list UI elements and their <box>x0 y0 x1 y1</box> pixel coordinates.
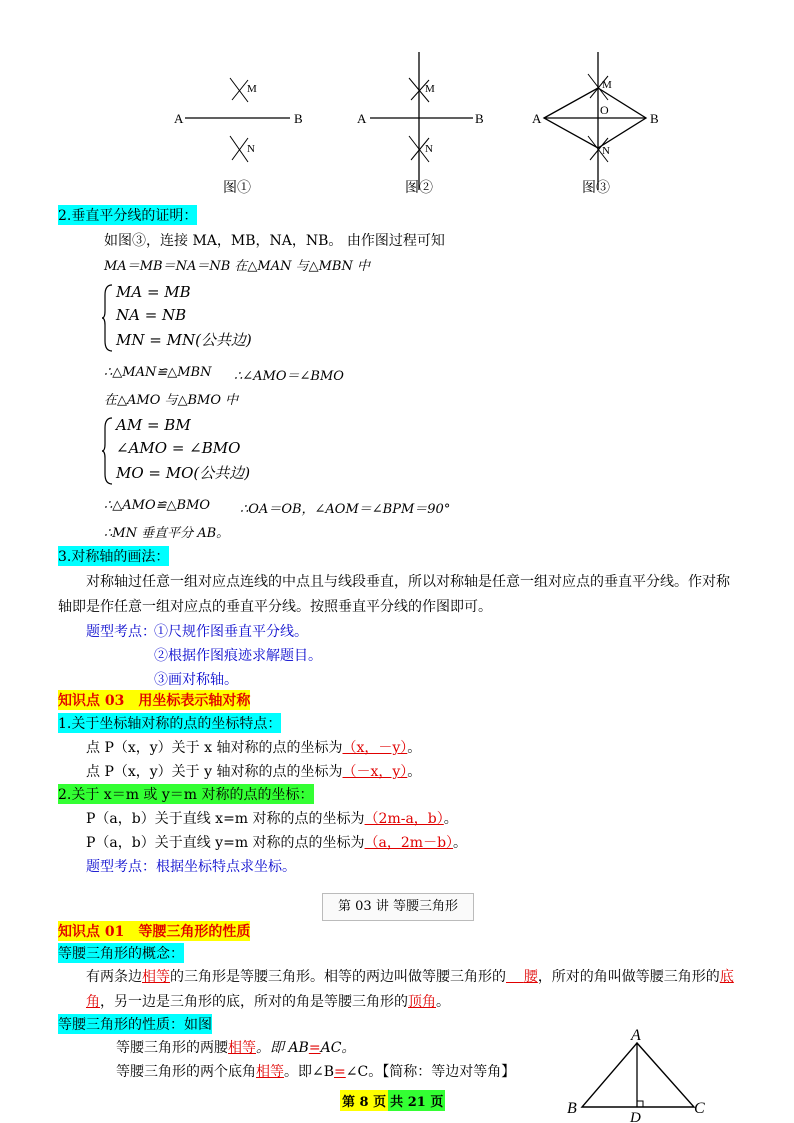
fig2-label-m: M <box>425 83 435 95</box>
page-footer <box>340 1090 445 1111</box>
fig3-label-m: M <box>602 79 612 91</box>
pa4-eq: = <box>308 1040 321 1056</box>
fig3-label-o: O <box>600 103 609 117</box>
fig3-label-b: B <box>650 111 659 126</box>
sys1-line-1: MA = MB <box>116 283 191 301</box>
triangle-label-d: D <box>630 1110 641 1123</box>
s2-conclusion-3: ∴MN 垂直平分 AB。 <box>104 526 230 541</box>
k03-x-axis-line <box>86 737 421 757</box>
cl2a-angle: 角 <box>86 994 100 1010</box>
cl2c-apex: 顶角 <box>408 994 436 1010</box>
figure-1 <box>160 70 310 200</box>
fig1-label-n: N <box>247 143 255 155</box>
s2-conclusion-2a: ∴△AMO≌△BMO <box>104 498 211 513</box>
footer-page: 第 8 页 <box>340 1090 388 1111</box>
fig1-caption: 图① <box>223 180 251 196</box>
pa3: 。即 AB <box>256 1040 309 1056</box>
s3-topic-1: ①尺规作图垂直平分线。 <box>154 624 308 640</box>
s3-line-1: 对称轴过任意一组对应点连线的中点且与线段垂直，所以对称轴是任意一组对应点的垂直平分线。作对称 <box>86 574 730 590</box>
k03-heading: 知识点 03 用坐标表示轴对称 <box>58 690 250 710</box>
fig2-caption: 图② <box>405 180 433 196</box>
s2-conclusion-1b: ∴∠AMO＝∠BMO <box>234 369 344 384</box>
k03-m2-text: P（a，b）关于直线 y=m 对称的点的坐标为 <box>86 835 365 851</box>
pa1: 等腰三角形的两腰 <box>116 1040 228 1056</box>
pb1: 等腰三角形的两个底角 <box>116 1064 256 1080</box>
cl2d: 。 <box>436 994 450 1010</box>
sys1-line-2: NA = NB <box>116 306 187 324</box>
k03-x-answer: （x，－y） <box>342 740 408 756</box>
pb2-equal: 相等 <box>256 1064 284 1080</box>
sys2-line-3: MO = MO(公共边) <box>116 464 251 482</box>
k03-y-period: 。 <box>407 764 422 780</box>
k03-m2-line <box>86 832 467 852</box>
k01-property-a <box>116 1037 355 1057</box>
pb4-eq: = <box>334 1064 346 1080</box>
k01-property-b <box>116 1061 515 1081</box>
k03-m1-answer: （2m-a，b） <box>364 811 444 827</box>
k03-sub-2: 2.关于 x＝m 或 y＝m 对称的点的坐标： <box>58 784 314 804</box>
k01-concept-heading: 等腰三角形的概念： <box>58 943 184 963</box>
figure-2 <box>345 50 495 200</box>
cl1f-base: 底 <box>719 969 734 985</box>
cl1a: 有两条边 <box>86 969 142 985</box>
s2-para-2: MA＝MB＝NA＝NB 在△MAN 与△MBN 中 <box>104 259 370 274</box>
k03-x-text: 点 P（x，y）关于 x 轴对称的点的坐标为 <box>86 740 343 756</box>
s2-conclusion-2b: ∴OA＝OB，∠AOM＝∠BPM＝90° <box>240 502 451 517</box>
cl1c: 的三角形是等腰三角形。相等的两边叫做等腰三角形的 <box>170 969 506 985</box>
k03-m1-line <box>86 808 458 828</box>
s3-topic-label: 题型考点： <box>86 624 156 640</box>
fig2-label-n: N <box>425 143 433 155</box>
s2-para-3: 在△AMO 与△BMO 中 <box>104 393 239 408</box>
triangle-label-b: B <box>567 1100 577 1117</box>
k03-m1-text: P（a，b）关于直线 x=m 对称的点的坐标为 <box>86 811 365 827</box>
k03-x-period: 。 <box>407 740 422 756</box>
fig1-label-b: B <box>294 111 303 126</box>
k03-y-answer: （－x，y） <box>342 764 408 780</box>
k03-topic: 题型考点：根据坐标特点求坐标。 <box>86 859 296 875</box>
s3-line-2: 轴即是作任意一组对应点的垂直平分线。按照垂直平分线的作图即可。 <box>58 599 492 615</box>
k03-y-text: 点 P（x，y）关于 y 轴对称的点的坐标为 <box>86 764 343 780</box>
cl1e: ，所对的角叫做等腰三角形的 <box>537 969 720 985</box>
fig3-label-n: N <box>602 145 610 157</box>
figure-3 <box>528 48 668 200</box>
s3-topic-3: ③画对称轴。 <box>154 672 238 688</box>
s2-conclusion-1a: ∴△MAN≌△MBN <box>104 365 212 380</box>
fig1-label-m: M <box>247 83 257 95</box>
pa5: AC。 <box>320 1040 356 1056</box>
pb5: ∠C。【简称：等边对等角】 <box>345 1064 516 1080</box>
fig3-caption: 图③ <box>582 180 610 196</box>
triangle-label-a: A <box>631 1027 641 1044</box>
cl1d-leg: 腰 <box>523 969 538 985</box>
s3-topic-2: ②根据作图痕迹求解题目。 <box>154 648 322 664</box>
triangle-label-c: C <box>694 1100 705 1117</box>
cl1b-equal: 相等 <box>142 969 170 985</box>
k03-m2-answer: （a，2m－b） <box>364 835 454 851</box>
equation-system-2 <box>102 416 282 486</box>
k03-sub-1: 1.关于坐标轴对称的点的坐标特点： <box>58 713 281 733</box>
k01-property-heading: 等腰三角形的性质：如图 <box>58 1014 212 1034</box>
cl2b: ，另一边是三角形的底，所对的角是等腰三角形的 <box>100 994 408 1010</box>
k03-m2-period: 。 <box>453 835 468 851</box>
k01-concept-line-2 <box>86 991 450 1011</box>
pa2-equal: 相等 <box>228 1040 256 1056</box>
fig3-label-a: A <box>532 111 542 126</box>
s2-para-1: 如图③，连接 MA，MB，NA，NB。 由作图过程可知 <box>104 233 445 249</box>
k03-m1-period: 。 <box>443 811 458 827</box>
fig2-label-a: A <box>357 111 367 126</box>
k01-concept-line-1 <box>86 966 734 986</box>
sys2-line-2: ∠AMO = ∠BMO <box>116 439 241 457</box>
section-3-heading: 3.对称轴的画法： <box>58 546 169 566</box>
fig2-label-b: B <box>475 111 484 126</box>
lecture-title: 第 03 讲 等腰三角形 <box>322 893 474 921</box>
pb3: 。即∠B <box>284 1064 335 1080</box>
section-2-heading: 2.垂直平分线的证明： <box>58 205 197 225</box>
sys2-line-1: AM = BM <box>116 416 191 434</box>
k03-y-axis-line <box>86 761 421 781</box>
sys1-line-3: MN = MN(公共边) <box>116 331 252 349</box>
footer-total: 共 21 页 <box>388 1090 445 1111</box>
equation-system-1 <box>102 283 282 353</box>
k01-heading: 知识点 01 等腰三角形的性质 <box>58 921 250 941</box>
isosceles-triangle-figure <box>562 1025 712 1123</box>
fig1-label-a: A <box>174 111 184 126</box>
